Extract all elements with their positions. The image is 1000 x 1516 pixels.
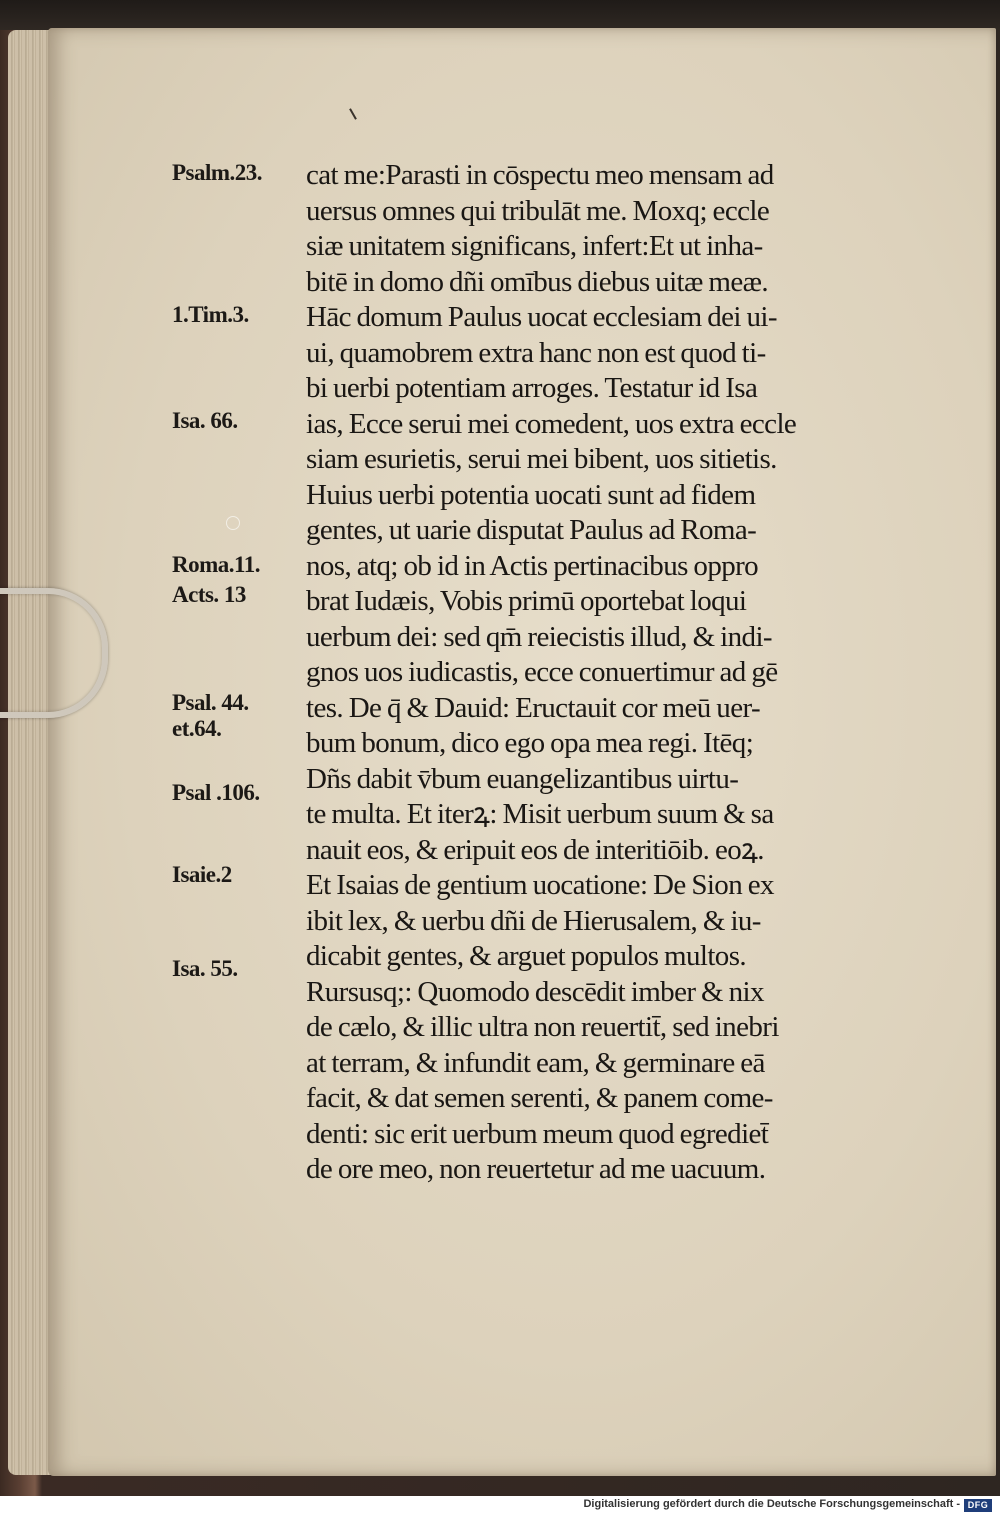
text-line: bi uerbi potentiam arroges. Testatur id Isa [306,372,758,404]
text-line: at terram, & infundit eam, & germinare eā [306,1046,765,1079]
text-line: denti: sic erit uerbum meum quod egrediet̄ [306,1117,769,1150]
text-line: nos, atq; ob id in Actis pertinacibus oppro [306,549,759,582]
text-line: Et Isaias de gentium uocatione: De Sion ex [306,869,774,901]
text-line: tes. De q̄ & Dauid: Eructauit cor meū uer- [306,691,761,724]
text-line: facit, & dat semen serenti, & panem come- [306,1082,773,1114]
margin-note-psalm23: Psalm.23. [172,160,263,185]
margin-note-psal106: Psal .106. [172,780,260,805]
margin-note-psal44: Psal. 44. [172,690,249,715]
dfg-logo[interactable]: DFG [964,1499,992,1512]
text-line: Dñs dabit v̄bum euangelizantibus uirtu- [306,762,739,795]
footer-credit: Digitalisierung gefördert durch die Deutsche Forschungsgemeinschaft - [583,1498,960,1510]
margin-note-isaie2: Isaie.2 [172,862,232,887]
margin-note-acts13: Acts. 13 [172,582,246,607]
text-line: Huius uerbi potentia uocati sunt ad fidem [306,478,756,511]
text-line: uersus omnes qui tribulāt me. Moxq; eccle [306,194,770,227]
margin-note-isa55: Isa. 55. [172,956,238,981]
margin-note-tim3: 1.Tim.3. [172,302,249,327]
text-line: Rursusq;: Quomodo descēdit imber & nix [306,975,764,1008]
page-clip-holder [0,588,108,718]
text-line: uerbum dei: sed qm̄ reiecistis illud, & indi- [306,620,772,653]
text-line: te multa. Et iterꝝ: Misit uerbum suum & sa [306,798,774,830]
text-line: gentes, ut uarie disputat Paulus ad Roma- [306,514,757,546]
scanner-top-edge [0,0,1000,30]
text-line: dicabit gentes, & arguet populos multos. [306,940,747,972]
paper-speck [226,516,240,530]
body-text [306,158,916,1188]
text-line: de ore meo, non reuertetur ad me uacuum. [306,1153,766,1185]
text-line: ui, quamobrem extra hanc non est quod ti- [306,336,766,369]
text-line: bum bonum, dico ego opa mea regi. Itēq; [306,727,754,759]
text-line: brat Iudæis, Vobis primū oportebat loqui [306,585,747,617]
text-line: de cælo, & illic ultra non reuertit̄, sed inebri [306,1011,779,1043]
text-line: siæ unitatem significans, infert:Et ut inha- [306,230,763,262]
text-line: nauit eos, & eripuit eos de interitiōib. eoꝝ. [306,833,764,866]
text-line: bitē in domo dñi omībus diebus uitæ meæ. [306,265,769,298]
margin-note-roma11: Roma.11. [172,552,260,577]
margin-note-et64: et.64. [172,716,222,741]
margin-note-isa66: Isa. 66. [172,408,238,433]
text-line: gnos uos iudicastis, ecce conuertimur ad gē [306,656,778,688]
text-line: cat me:Parasti in cōspectu meo mensam ad [306,159,774,191]
text-line: ibit lex, & uerbu dñi de Hierusalem, & iu- [306,904,761,937]
text-line: Hāc domum Paulus uocat ecclesiam dei ui- [306,301,777,333]
text-line: siam esurietis, serui mei bibent, uos sitietis. [306,443,777,475]
text-line: ias, Ecce serui mei comedent, uos extra eccle [306,407,797,440]
